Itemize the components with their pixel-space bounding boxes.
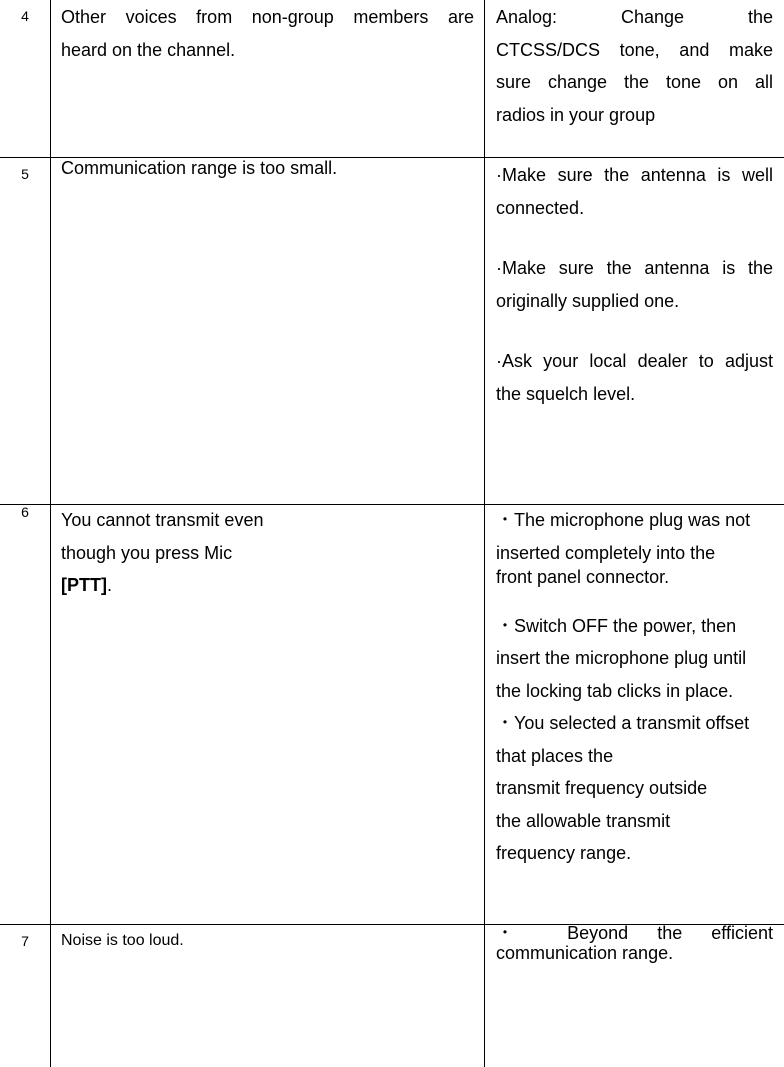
row-number: 6 — [21, 504, 29, 520]
problem-text: Noise is too loud. — [61, 932, 184, 949]
problem-text — [61, 569, 474, 602]
spacer — [496, 224, 773, 252]
solution-text: the allowable transmit — [496, 810, 671, 831]
solution-text: radios in your group — [496, 104, 656, 125]
solution-text: frequency range. — [496, 843, 632, 863]
solution-text: communication range. — [496, 943, 674, 963]
solution-text: inserted completely into the — [496, 542, 716, 563]
solution-text: sure change the tone on all — [496, 72, 773, 92]
row-number: 5 — [21, 166, 29, 182]
problem-cell — [61, 158, 474, 178]
solution-text: that places the — [496, 745, 614, 766]
solution-text: ·Ask your local dealer to adjust — [496, 351, 773, 371]
solution-text: originally supplied one. — [496, 290, 680, 311]
row-number: 4 — [21, 8, 29, 24]
solution-text: front panel connector. — [496, 566, 670, 587]
solution-text: ·Make sure the antenna is well — [496, 165, 773, 185]
solution-cell — [496, 504, 773, 870]
solution-text: the locking tab clicks in place. — [496, 680, 734, 701]
row-number: 7 — [21, 933, 29, 949]
solution-cell — [496, 1, 773, 131]
ptt-key-label: [PTT] — [61, 575, 107, 595]
solution-text: CTCSS/DCS tone, and make — [496, 39, 773, 60]
solution-text: ・The microphone plug was not — [496, 510, 751, 530]
solution-cell — [496, 159, 773, 410]
problem-cell — [61, 504, 474, 602]
solution-text: connected. — [496, 197, 585, 218]
column-divider — [484, 0, 485, 1067]
problem-text-suffix: . — [106, 575, 112, 595]
solution-text: insert the microphone plug until — [496, 648, 747, 668]
problem-text: Communication range is too small. — [61, 158, 338, 178]
solution-cell — [496, 923, 773, 963]
solution-text: ・Switch OFF the power, then — [496, 615, 737, 636]
problem-text: though you press Mic — [61, 542, 233, 563]
solution-text: ・You selected a transmit offset — [496, 713, 750, 733]
problem-text: heard on the channel. — [61, 39, 236, 60]
solution-text: Analog: Change the — [496, 7, 773, 27]
spacer — [496, 317, 773, 345]
problem-text: Other voices from non-group members are — [61, 7, 474, 27]
problem-text: You cannot transmit even — [61, 510, 264, 530]
solution-text: transmit frequency outside — [496, 778, 708, 798]
solution-text: ・ Beyond the efficient — [496, 923, 773, 943]
solution-text: ·Make sure the antenna is the — [496, 258, 773, 278]
solution-text: the squelch level. — [496, 383, 636, 404]
column-divider — [50, 0, 51, 1067]
problem-cell — [61, 1, 474, 66]
problem-cell — [61, 931, 474, 951]
